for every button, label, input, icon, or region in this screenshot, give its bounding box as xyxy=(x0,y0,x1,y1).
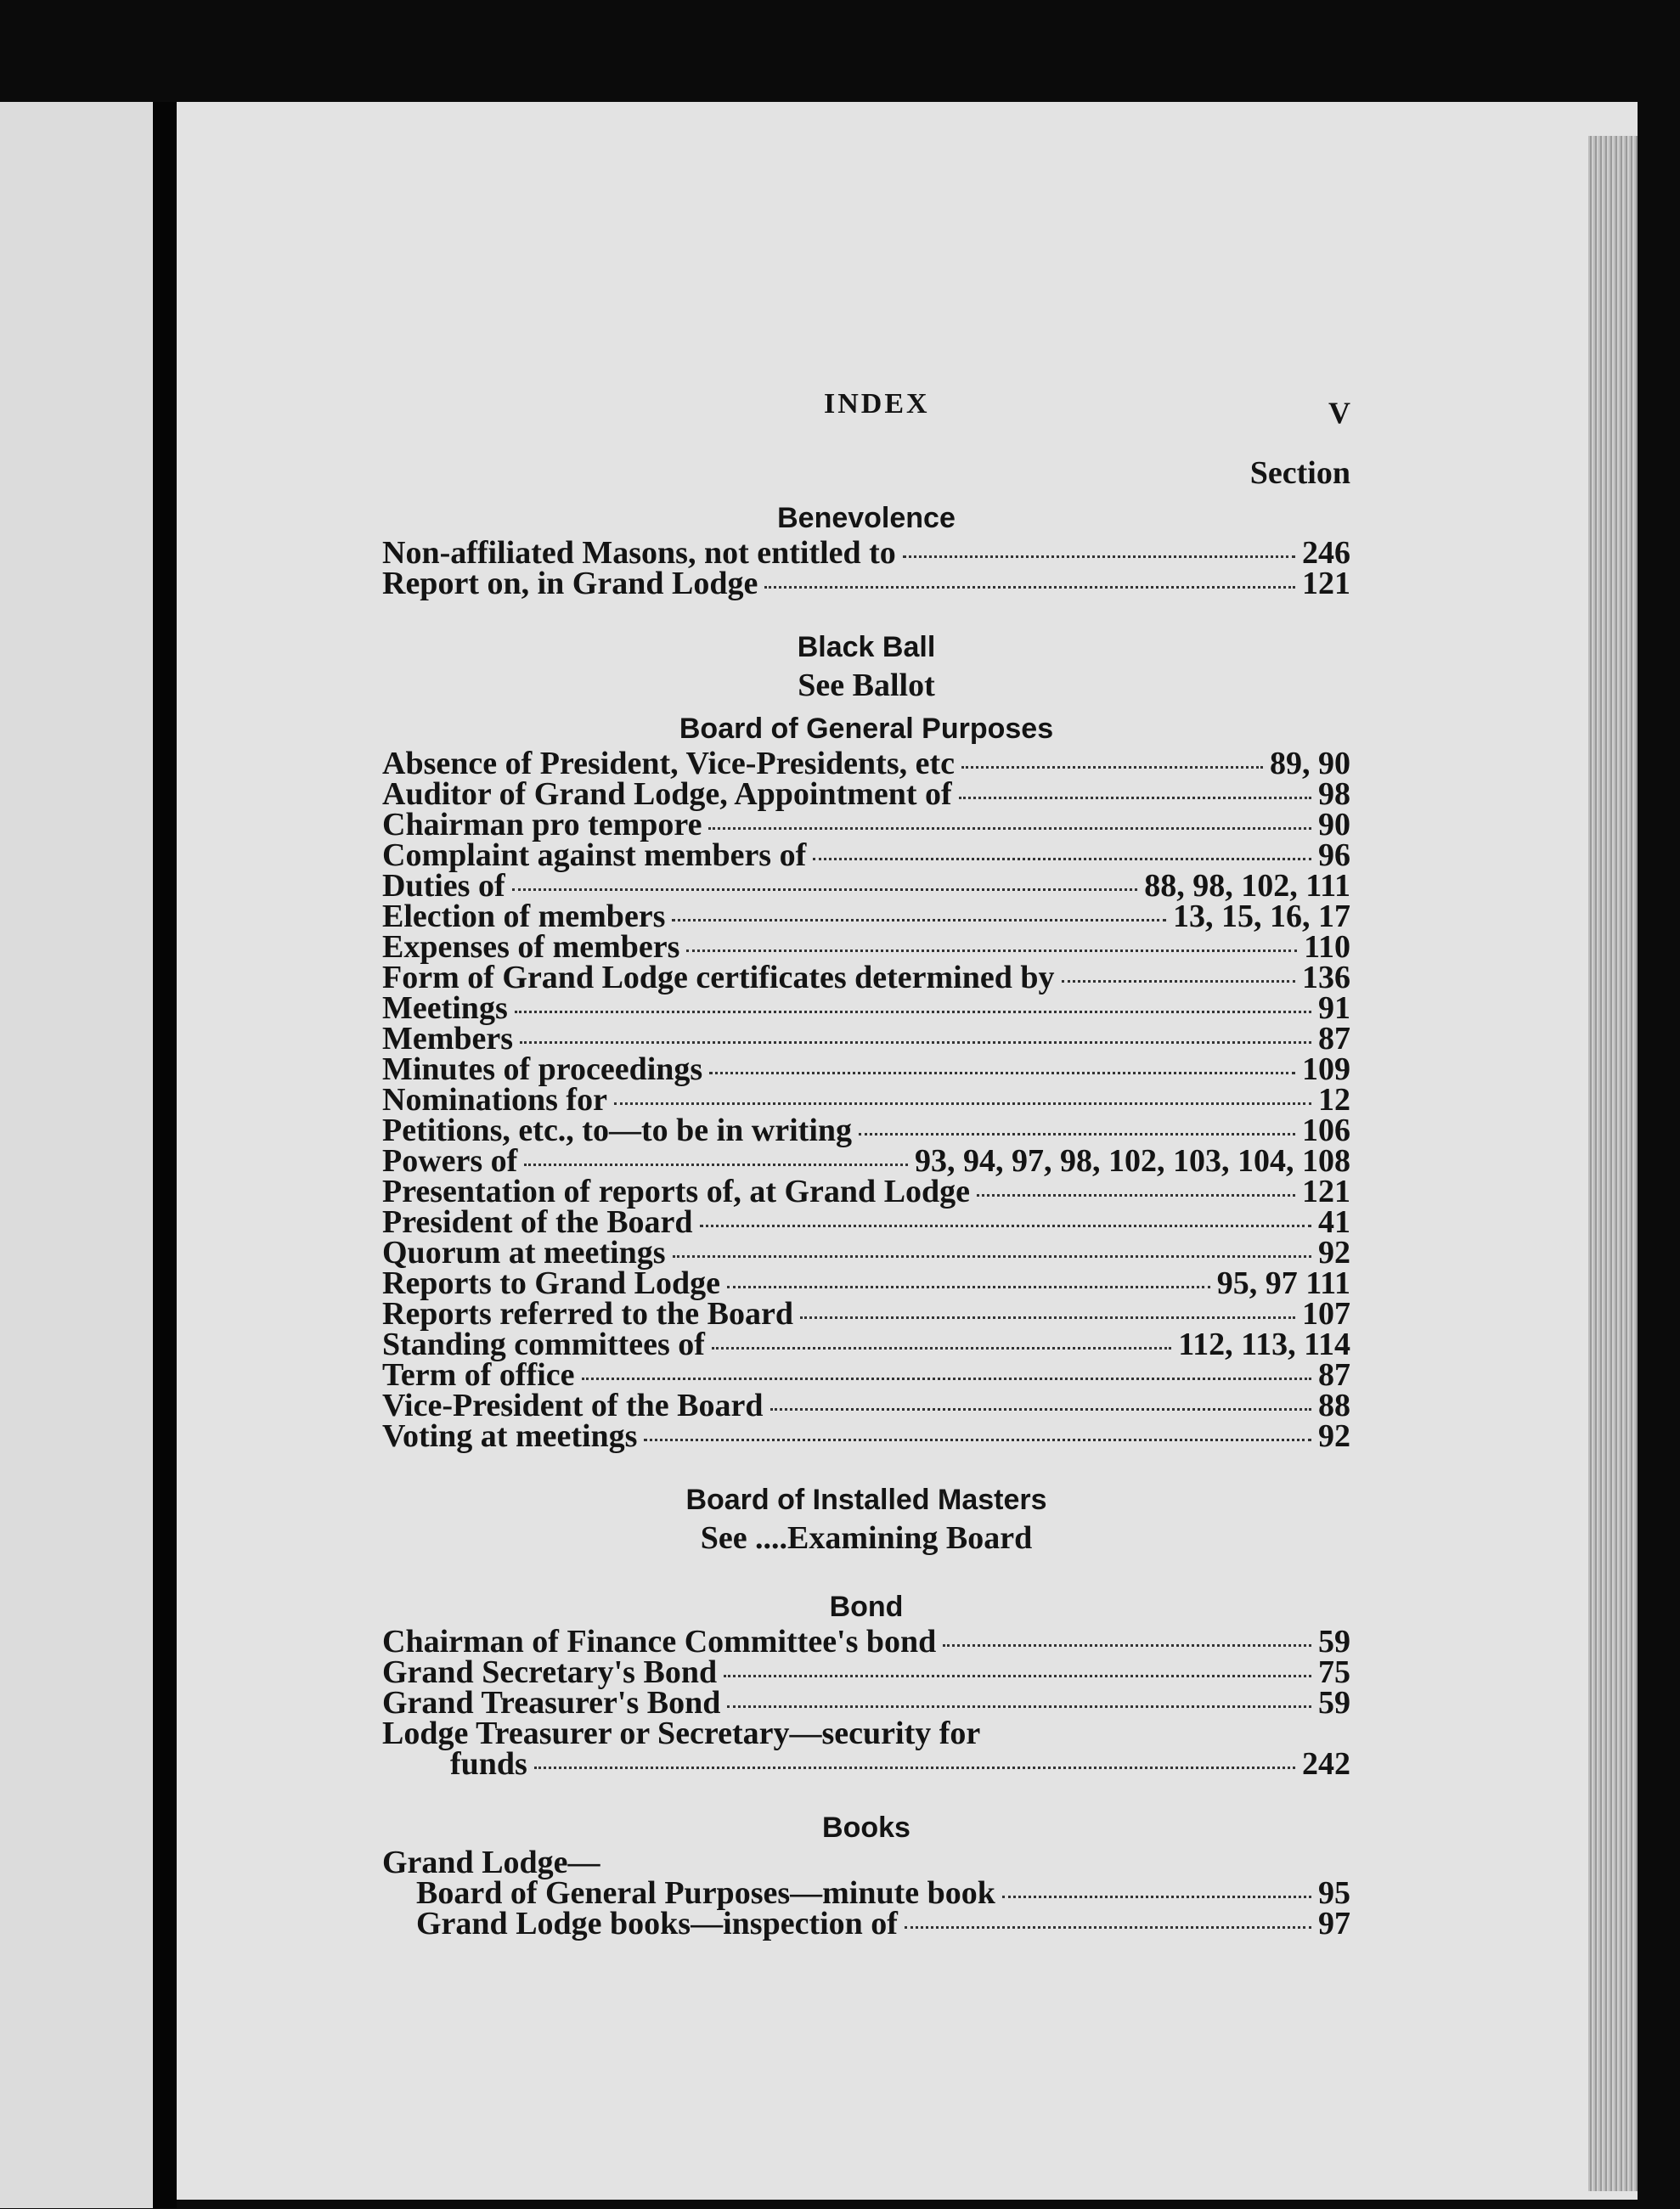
entry-label: Chairman of Finance Committee's bond xyxy=(382,1624,937,1660)
index-entry xyxy=(382,1875,1350,1911)
section-heading: Board of Installed Masters xyxy=(685,1484,1047,1516)
entry-label: Presentation of reports of, at Grand Lodge xyxy=(382,1174,971,1209)
entry-label: Quorum at meetings xyxy=(382,1235,666,1271)
dot-leader xyxy=(700,1225,1311,1227)
entry-refs: 95 xyxy=(1318,1875,1350,1911)
index-entry xyxy=(382,1051,1350,1087)
entry-refs: 92 xyxy=(1318,1418,1350,1454)
index-entry xyxy=(382,1204,1350,1240)
section-heading: Books xyxy=(822,1812,910,1844)
entry-refs: 90 xyxy=(1318,807,1350,842)
entry-refs: 121 xyxy=(1302,566,1350,601)
index-entry xyxy=(382,1329,1350,1360)
index-entry xyxy=(382,776,1350,812)
entry-label: Lodge Treasurer or Secretary—security for xyxy=(382,1716,981,1751)
entry-label: Reports to Grand Lodge xyxy=(382,1265,720,1301)
section-heading: Board of General Purposes xyxy=(679,713,1054,745)
index-entry xyxy=(382,1176,1350,1207)
entry-label: Chairman pro tempore xyxy=(382,807,702,842)
index-entry xyxy=(382,837,1350,873)
entry-label: Standing committees of xyxy=(382,1327,705,1362)
entry-label: Grand Secretary's Bond xyxy=(382,1654,718,1690)
entry-label: Meetings xyxy=(382,990,508,1026)
index-entry xyxy=(382,962,1350,993)
index-entry xyxy=(382,1718,1350,1749)
dot-leader xyxy=(512,888,1138,891)
dot-leader xyxy=(961,766,1263,769)
index-entry xyxy=(382,535,1350,571)
entry-label: Auditor of Grand Lodge, Appointment of xyxy=(382,776,952,812)
dot-leader xyxy=(859,1133,1295,1135)
entry-refs: 59 xyxy=(1318,1685,1350,1721)
entry-label: Expenses of members xyxy=(382,929,680,965)
entry-refs: 91 xyxy=(1318,990,1350,1026)
dot-leader xyxy=(614,1102,1311,1105)
entry-label: Powers of xyxy=(382,1143,518,1179)
entry-refs: 92 xyxy=(1318,1235,1350,1271)
previous-page-edge xyxy=(0,102,153,2208)
index-entry xyxy=(382,1624,1350,1660)
entry-refs: 75 xyxy=(1318,1654,1350,1690)
entry-label: Report on, in Grand Lodge xyxy=(382,566,758,601)
entry-label: Term of office xyxy=(382,1357,575,1393)
entry-label: Minutes of proceedings xyxy=(382,1051,703,1087)
dot-leader xyxy=(708,827,1311,830)
index-entry xyxy=(382,1685,1350,1721)
dot-leader xyxy=(524,1164,908,1166)
entry-refs: 93, 94, 97, 98, 102, 103, 104, 108 xyxy=(915,1143,1350,1179)
entry-refs: 106 xyxy=(1302,1113,1350,1148)
entry-refs: 88 xyxy=(1318,1388,1350,1423)
entry-refs: 41 xyxy=(1318,1204,1350,1240)
dot-leader xyxy=(1002,1896,1311,1898)
index-entry xyxy=(382,1357,1350,1393)
entry-label: Members xyxy=(382,1021,514,1057)
entry-refs: 89, 90 xyxy=(1270,746,1350,781)
dot-leader xyxy=(727,1705,1311,1708)
dot-leader xyxy=(764,586,1295,589)
index-entry xyxy=(382,1265,1350,1301)
entry-label: Duties of xyxy=(382,868,505,904)
entry-refs: 12 xyxy=(1318,1082,1350,1118)
entry-label: Grand Treasurer's Bond xyxy=(382,1685,721,1721)
index-entry xyxy=(382,1418,1350,1454)
entry-refs: 88, 98, 102, 111 xyxy=(1144,868,1350,904)
entry-label: Board of General Purposes—minute book xyxy=(416,1875,995,1911)
entry-label: Non-affiliated Masons, not entitled to xyxy=(382,535,896,571)
index-entry xyxy=(382,1908,1350,1939)
entry-label: Vice-President of the Board xyxy=(382,1388,764,1423)
page-stack-edge xyxy=(1588,136,1638,2191)
dot-leader xyxy=(672,919,1166,921)
dot-leader xyxy=(520,1041,1311,1044)
index-subheading: Grand Lodge— xyxy=(382,1845,600,1880)
index-entry xyxy=(382,1115,1350,1146)
entry-refs: 87 xyxy=(1318,1357,1350,1393)
dot-leader xyxy=(905,1926,1311,1929)
entry-refs: 95, 97 111 xyxy=(1216,1265,1350,1301)
index-entry xyxy=(382,929,1350,965)
dot-leader xyxy=(724,1675,1311,1677)
dot-leader xyxy=(712,1347,1171,1350)
dot-leader xyxy=(673,1255,1311,1258)
dot-leader xyxy=(959,797,1311,799)
entry-label: funds xyxy=(450,1746,527,1782)
page-number: V xyxy=(1328,396,1350,430)
dot-leader xyxy=(644,1439,1311,1441)
dot-leader xyxy=(534,1767,1295,1769)
entry-refs: 13, 15, 16, 17 xyxy=(1173,899,1350,934)
entry-label: Complaint against members of xyxy=(382,837,807,873)
index-entry xyxy=(382,568,1350,599)
index-entry xyxy=(382,1082,1350,1118)
dot-leader xyxy=(800,1316,1295,1319)
index-entry xyxy=(382,1390,1350,1421)
dot-leader xyxy=(943,1644,1311,1647)
entry-label: Nominations for xyxy=(382,1082,607,1118)
running-head xyxy=(382,378,1350,429)
entry-refs: 110 xyxy=(1304,929,1350,965)
entry-refs: 242 xyxy=(1302,1746,1350,1782)
entry-refs: 107 xyxy=(1302,1296,1350,1332)
dot-leader xyxy=(582,1378,1312,1380)
entry-refs: 87 xyxy=(1318,1021,1350,1057)
dot-leader xyxy=(977,1194,1295,1197)
index-entry xyxy=(382,1021,1350,1057)
entry-refs: 246 xyxy=(1302,535,1350,571)
entry-refs: 112, 113, 114 xyxy=(1178,1327,1350,1362)
entry-label: Voting at meetings xyxy=(382,1418,638,1454)
entry-refs: 98 xyxy=(1318,776,1350,812)
index-entry xyxy=(382,868,1350,904)
dot-leader xyxy=(770,1408,1311,1411)
see-reference: See ....Examining Board xyxy=(700,1520,1033,1556)
index-entry xyxy=(382,901,1350,932)
index-entry xyxy=(382,1296,1350,1332)
entry-refs: 59 xyxy=(1318,1624,1350,1660)
entry-label: Grand Lodge books—inspection of xyxy=(416,1906,898,1941)
dot-leader xyxy=(515,1011,1311,1013)
dot-leader xyxy=(686,950,1297,952)
dot-leader xyxy=(813,858,1311,860)
index-page-content xyxy=(382,378,1350,1939)
index-entry xyxy=(382,1654,1350,1690)
section-heading: Bond xyxy=(829,1591,904,1623)
running-title: INDEX xyxy=(824,388,930,420)
entry-label: Election of members xyxy=(382,899,666,934)
see-reference: See Ballot xyxy=(798,668,935,703)
column-label: Section xyxy=(1249,455,1350,491)
entry-label: Form of Grand Lodge certificates determined by xyxy=(382,960,1055,995)
index-entry xyxy=(382,1143,1350,1179)
dot-leader xyxy=(727,1286,1210,1288)
dot-leader xyxy=(709,1072,1295,1074)
section-heading: Benevolence xyxy=(777,502,956,534)
section-heading: Black Ball xyxy=(797,631,936,663)
entry-refs: 96 xyxy=(1318,837,1350,873)
index-entry xyxy=(382,1235,1350,1271)
dot-leader xyxy=(903,555,1295,558)
index-entry xyxy=(382,990,1350,1026)
entry-refs: 121 xyxy=(1302,1174,1350,1209)
entry-refs: 136 xyxy=(1302,960,1350,995)
index-entry xyxy=(382,1746,1350,1782)
book-gutter xyxy=(153,102,177,2208)
index-entry xyxy=(382,748,1350,779)
index-entry xyxy=(382,809,1350,840)
entry-label: Absence of President, Vice-Presidents, etc xyxy=(382,746,955,781)
entry-refs: 109 xyxy=(1302,1051,1350,1087)
entry-refs: 97 xyxy=(1318,1906,1350,1941)
entry-label: Petitions, etc., to—to be in writing xyxy=(382,1113,853,1148)
dot-leader xyxy=(1062,980,1296,983)
entry-label: President of the Board xyxy=(382,1204,693,1240)
entry-label: Reports referred to the Board xyxy=(382,1296,794,1332)
